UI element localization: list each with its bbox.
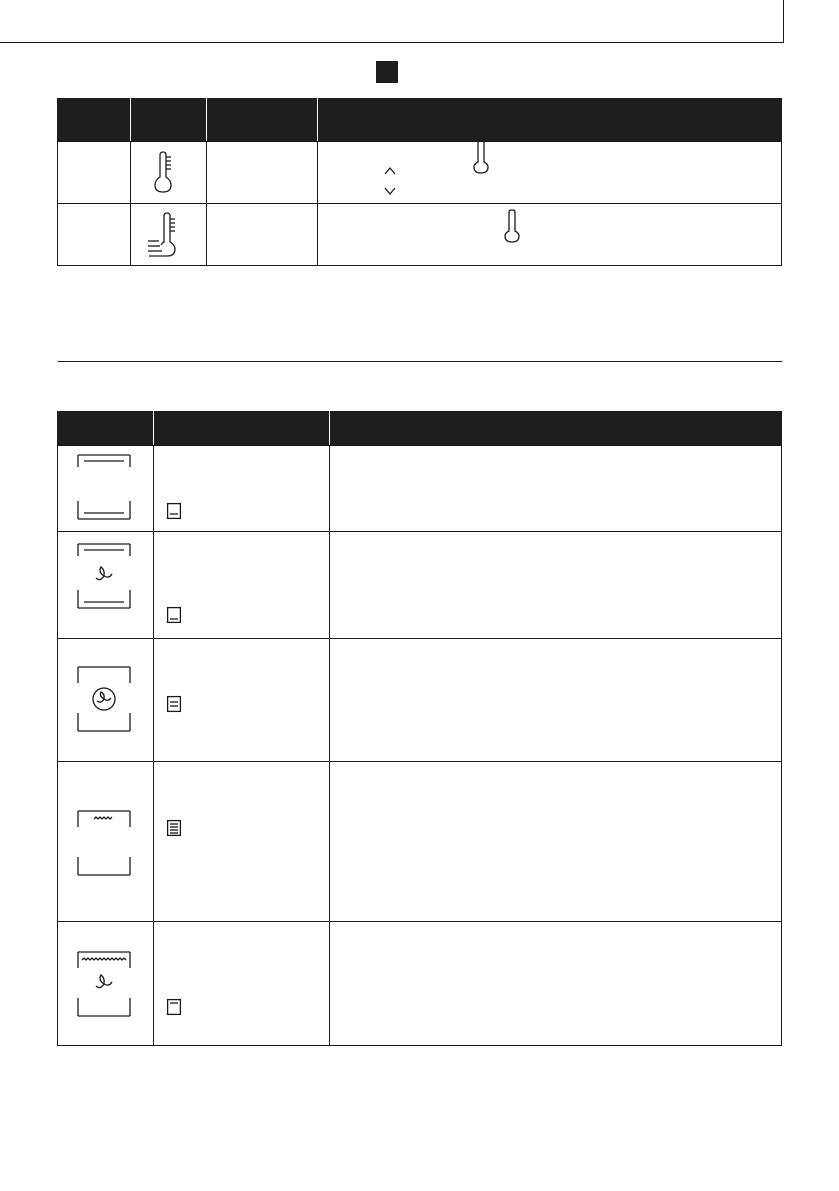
table-one-header-divider: [317, 98, 318, 141]
table-row: [57, 141, 782, 203]
shelf-level-icon: [167, 503, 181, 519]
table-row: [57, 532, 782, 638]
table-two-header-divider: [153, 411, 154, 445]
thermometer-icon: [153, 151, 179, 193]
table-row: [57, 922, 782, 1046]
ring-heater-fan-icon: [78, 665, 132, 731]
table-row: [57, 639, 782, 761]
table-one: [57, 98, 782, 266]
shelf-level-top-icon: [167, 999, 181, 1015]
section-separator: [58, 361, 782, 362]
chevron-up-icon: [384, 167, 396, 175]
shelf-level-icon: [167, 607, 181, 623]
table-row: [57, 204, 782, 266]
top-corner-tick: [783, 0, 784, 43]
top-bottom-heat-fan-icon: [78, 542, 132, 608]
thermometer-icon: [473, 141, 489, 173]
thermometer-with-steam-icon: [145, 212, 181, 258]
section-marker-square: [376, 61, 398, 83]
table-two: [57, 411, 782, 1046]
table-row: [57, 762, 782, 921]
shelf-levels-multiple-icon: [167, 820, 181, 836]
full-grill-fan-icon: [78, 950, 132, 1016]
grill-icon: [78, 809, 132, 875]
table-one-header: [57, 98, 782, 141]
table-row: [57, 445, 782, 531]
table-two-header: [57, 411, 782, 445]
thermometer-icon: [504, 210, 520, 242]
top-rule: [0, 42, 783, 43]
table-two-header-divider: [329, 411, 330, 445]
chevron-down-icon: [384, 187, 396, 195]
top-bottom-heat-icon: [78, 453, 132, 519]
table-one-header-divider: [206, 98, 207, 141]
table-one-header-divider: [130, 98, 131, 141]
shelf-level-icon: [167, 696, 181, 712]
